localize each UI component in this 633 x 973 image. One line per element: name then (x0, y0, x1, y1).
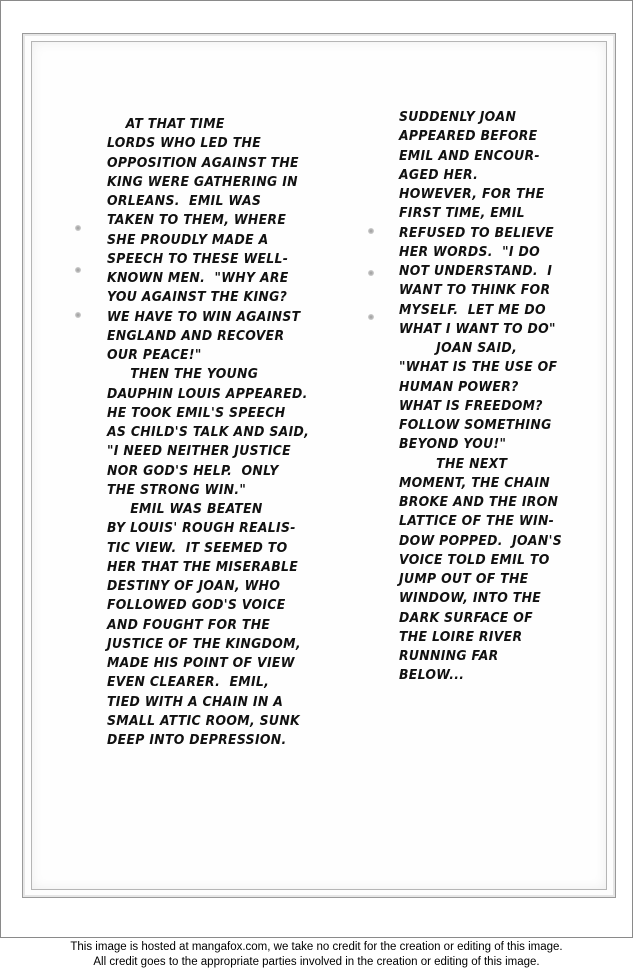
text-line: DAUPHIN LOUIS APPEARED. (107, 385, 308, 402)
text-line: LATTICE OF THE WIN- (399, 513, 555, 530)
text-column-left (107, 115, 342, 750)
text-line: RUNNING FAR (399, 648, 499, 664)
text-line: MOMENT, THE CHAIN (399, 474, 550, 491)
text-line: DESTINY OF JOAN, WHO (107, 578, 281, 594)
text-line: AGED HER. (399, 166, 479, 183)
text-line: WHAT I WANT TO DO" (399, 320, 556, 337)
text-line: SHE PROUDLY MADE A (107, 231, 269, 248)
text-line: HER WORDS. "I DO (399, 243, 540, 260)
text-line: DARK SURFACE OF (399, 609, 533, 626)
text-line: LORDS WHO LED THE (107, 135, 262, 152)
footer-line-1: This image is hosted at mangafox.com, we take no credit for the creation or editing of this image. (70, 941, 563, 953)
text-line: BY LOUIS' ROUGH REALIS- (107, 520, 296, 537)
text-line: VOICE TOLD EMIL TO (399, 551, 550, 568)
text-line: THE NEXT (399, 455, 508, 472)
text-line: OPPOSITION AGAINST THE (107, 154, 299, 171)
text-line: APPEARED BEFORE (399, 128, 538, 145)
left-dot-ornament-1 (75, 225, 81, 231)
text-line: JOAN SAID, (399, 340, 518, 356)
text-line: BROKE AND THE IRON (399, 494, 559, 510)
text-line: HE TOOK EMIL'S SPEECH (107, 404, 286, 421)
text-line: YOU AGAINST THE KING? (107, 289, 288, 306)
right-dot-ornament-1 (368, 228, 374, 234)
text-line: SMALL ATTIC ROOM, SUNK (107, 712, 300, 729)
text-line: FOLLOW SOMETHING (399, 417, 552, 433)
left-dot-ornament-3 (75, 312, 81, 318)
right-dot-ornament-2 (368, 270, 374, 276)
text-line: TAKEN TO THEM, WHERE (107, 212, 287, 229)
text-line: AS CHILD'S TALK AND SAID, (107, 424, 310, 440)
text-line: REFUSED TO BELIEVE (399, 224, 554, 241)
text-line: EMIL AND ENCOUR- (399, 147, 540, 164)
text-line: WANT TO THINK FOR (399, 282, 551, 299)
text-line: HER THAT THE MISERABLE (107, 558, 299, 575)
text-line: THE STRONG WIN." (107, 481, 247, 498)
text-line: EVEN CLEARER. EMIL, (107, 674, 270, 691)
text-line: SUDDENLY JOAN (399, 109, 517, 125)
text-line: SPEECH TO THESE WELL- (107, 250, 289, 267)
text-line: TIED WITH A CHAIN IN A (107, 693, 284, 710)
text-line: AND FOUGHT FOR THE (107, 616, 271, 633)
text-line: MYSELF. LET ME DO (399, 301, 546, 318)
text-line: BELOW... (399, 667, 465, 684)
text-line: MADE HIS POINT OF VIEW (107, 655, 295, 671)
text-line: NOT UNDERSTAND. I (399, 263, 553, 279)
text-column-right (399, 108, 589, 686)
text-line: JUSTICE OF THE KINGDOM, (107, 635, 301, 652)
text-line: "I NEED NEITHER JUSTICE (107, 443, 291, 460)
footer-line-2: All credit goes to the appropriate parties involved in the creation or editing of this image. (93, 956, 540, 968)
text-line: HUMAN POWER? (399, 378, 519, 395)
text-line: KING WERE GATHERING IN (107, 173, 298, 190)
text-line: TIC VIEW. IT SEEMED TO (107, 539, 288, 556)
hosting-credit-footer (0, 940, 633, 970)
text-line: ENGLAND AND RECOVER (107, 327, 285, 344)
text-line: WE HAVE TO WIN AGAINST (107, 308, 301, 325)
text-line: "WHAT IS THE USE OF (399, 359, 558, 376)
text-line: WINDOW, INTO THE (399, 590, 542, 607)
text-line: THE LOIRE RIVER (399, 628, 523, 645)
right-dot-ornament-3 (368, 314, 374, 320)
text-line: WHAT IS FREEDOM? (399, 397, 543, 414)
text-line: NOR GOD'S HELP. ONLY (107, 462, 279, 479)
text-line: BEYOND YOU!" (399, 436, 507, 453)
text-line: DOW POPPED. JOAN'S (399, 532, 562, 549)
text-line: ORLEANS. EMIL WAS (107, 193, 262, 209)
text-line: FIRST TIME, EMIL (399, 205, 525, 222)
text-line: HOWEVER, FOR THE (399, 186, 545, 202)
text-line: JUMP OUT OF THE (399, 571, 529, 587)
text-line: EMIL WAS BEATEN (107, 501, 263, 517)
text-line: DEEP INTO DEPRESSION. (107, 732, 287, 748)
left-dot-ornament-2 (75, 267, 81, 273)
text-line: OUR PEACE!" (107, 347, 202, 363)
text-line: KNOWN MEN. "WHY ARE (107, 270, 289, 286)
text-line: THEN THE YOUNG (107, 366, 259, 383)
text-line: AT THAT TIME (107, 116, 225, 132)
text-line: FOLLOWED GOD'S VOICE (107, 597, 286, 614)
